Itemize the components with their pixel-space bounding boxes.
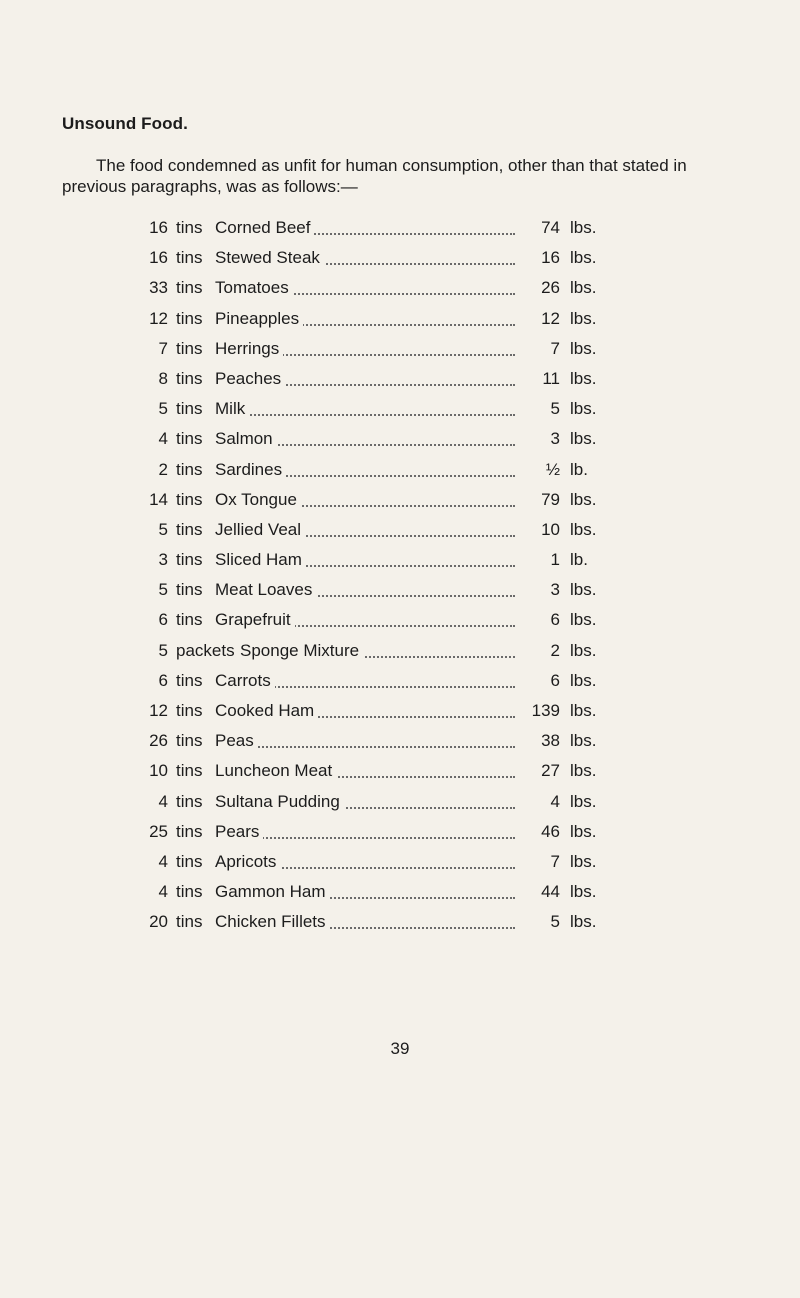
- item-name: Sardines: [215, 460, 286, 479]
- list-item: [0, 394, 800, 424]
- leader-dots: [215, 414, 515, 416]
- item-weight-unit: lbs.: [570, 308, 597, 328]
- item-weight: 16: [541, 248, 560, 268]
- item-name: Sponge Mixture: [240, 641, 363, 660]
- item-weight: 5: [550, 912, 560, 932]
- page-number: 39: [390, 1039, 410, 1058]
- item-name: Milk: [215, 399, 249, 418]
- item-container-unit: tins: [176, 429, 203, 449]
- list-item: [0, 636, 800, 666]
- item-weight: 44: [541, 882, 560, 902]
- item-weight-unit: lbs.: [570, 882, 597, 902]
- item-description: [215, 515, 515, 545]
- list-item: [0, 787, 800, 817]
- item-container-unit: tins: [176, 368, 203, 388]
- item-container-unit: tins: [176, 248, 203, 268]
- item-description: [215, 666, 515, 696]
- item-weight: 3: [550, 580, 560, 600]
- item-weight-unit: lbs.: [570, 278, 597, 298]
- item-name: Jellied Veal: [215, 520, 305, 539]
- item-description: [215, 455, 515, 485]
- item-weight-unit: lb.: [570, 459, 588, 479]
- item-weight-unit: lbs.: [570, 731, 597, 751]
- item-quantity: 5: [158, 640, 168, 660]
- item-description: [215, 847, 515, 877]
- list-item: [0, 545, 800, 575]
- item-description: [215, 394, 515, 424]
- list-item: [0, 273, 800, 303]
- list-item: [0, 485, 800, 515]
- section-heading: Unsound Food.: [62, 114, 188, 133]
- item-description: [215, 877, 515, 907]
- item-quantity: 33: [149, 278, 168, 298]
- item-container-unit: tins: [176, 550, 203, 570]
- item-weight-unit: lbs.: [570, 670, 597, 690]
- item-weight: 46: [541, 821, 560, 841]
- list-item: [0, 666, 800, 696]
- list-item: [0, 334, 800, 364]
- item-description: [215, 485, 515, 515]
- item-weight-unit: lbs.: [570, 489, 597, 509]
- item-container-unit: tins: [176, 670, 203, 690]
- item-container-unit: tins: [176, 791, 203, 811]
- item-container-unit: tins: [176, 610, 203, 630]
- item-weight: 74: [541, 218, 560, 237]
- item-container-unit: tins: [176, 580, 203, 600]
- item-container-unit: packets: [176, 640, 235, 660]
- list-item: [0, 817, 800, 847]
- item-name: Cooked Ham: [215, 701, 318, 720]
- item-name: Apricots: [215, 852, 280, 871]
- item-quantity: 16: [149, 218, 168, 237]
- item-description: [215, 907, 515, 937]
- item-name: Grapefruit: [215, 610, 295, 629]
- item-quantity: 12: [149, 308, 168, 328]
- item-weight: 4: [550, 791, 560, 811]
- item-weight: 1: [550, 550, 560, 570]
- item-weight: 3: [550, 429, 560, 449]
- item-weight-unit: lbs.: [570, 580, 597, 600]
- item-container-unit: tins: [176, 218, 203, 237]
- item-name: Chicken Fillets: [215, 912, 330, 931]
- item-quantity: 16: [149, 248, 168, 268]
- item-name: Peaches: [215, 369, 285, 388]
- item-weight: 10: [541, 519, 560, 539]
- item-container-unit: tins: [176, 912, 203, 932]
- item-container-unit: tins: [176, 338, 203, 358]
- list-item: [0, 364, 800, 394]
- item-name: Ox Tongue: [215, 490, 301, 509]
- item-quantity: 6: [158, 610, 168, 630]
- item-quantity: 3: [158, 550, 168, 570]
- item-quantity: 8: [158, 368, 168, 388]
- item-weight: 139: [531, 701, 560, 720]
- item-container-unit: tins: [176, 761, 203, 781]
- item-description: [215, 364, 515, 394]
- item-description: [215, 243, 515, 273]
- item-weight: 27: [541, 761, 560, 781]
- intro-paragraph: The food condemned as unfit for human consumption, other than that stated in previous paragraphs, was as follows:—: [62, 156, 687, 196]
- item-weight-unit: lbs.: [570, 821, 597, 841]
- item-quantity: 20: [149, 912, 168, 932]
- item-quantity: 4: [158, 851, 168, 871]
- item-weight: ½: [545, 459, 560, 479]
- item-weight: 7: [550, 851, 560, 871]
- item-quantity: 4: [158, 429, 168, 449]
- item-weight-unit: lbs.: [570, 248, 597, 268]
- item-weight-unit: lbs.: [570, 912, 597, 932]
- list-item: [0, 455, 800, 485]
- item-description: [215, 726, 515, 756]
- leader-dots: [215, 746, 515, 748]
- item-name: Sultana Pudding: [215, 792, 344, 811]
- item-weight-unit: lbs.: [570, 851, 597, 871]
- item-description: [215, 213, 515, 243]
- condemned-food-list: [0, 213, 800, 938]
- list-item: [0, 515, 800, 545]
- item-description: [215, 696, 515, 726]
- item-name: Meat Loaves: [215, 580, 316, 599]
- item-quantity: 4: [158, 791, 168, 811]
- item-container-unit: tins: [176, 731, 203, 751]
- item-container-unit: tins: [176, 278, 203, 298]
- item-name: Carrots: [215, 671, 275, 690]
- item-description: [215, 334, 515, 364]
- list-item: [0, 756, 800, 786]
- item-description: [215, 545, 515, 575]
- item-weight: 6: [550, 670, 560, 690]
- item-description: [215, 273, 515, 303]
- item-name: Pears: [215, 822, 263, 841]
- item-quantity: 2: [158, 459, 168, 479]
- list-item: [0, 213, 800, 243]
- item-description: [240, 636, 515, 666]
- item-weight-unit: lbs.: [570, 791, 597, 811]
- item-description: [215, 424, 515, 454]
- list-item: [0, 847, 800, 877]
- list-item: [0, 726, 800, 756]
- item-container-unit: tins: [176, 821, 203, 841]
- item-container-unit: tins: [176, 308, 203, 328]
- item-weight: 11: [542, 368, 560, 388]
- item-weight-unit: lbs.: [570, 640, 597, 660]
- item-quantity: 25: [149, 821, 168, 841]
- item-name: Salmon: [215, 429, 277, 448]
- item-weight-unit: lbs.: [570, 701, 597, 720]
- list-item: [0, 424, 800, 454]
- item-weight: 5: [550, 399, 560, 419]
- item-quantity: 6: [158, 670, 168, 690]
- item-weight: 38: [541, 731, 560, 751]
- item-quantity: 5: [158, 399, 168, 419]
- item-container-unit: tins: [176, 851, 203, 871]
- item-quantity: 5: [158, 519, 168, 539]
- item-quantity: 26: [149, 731, 168, 751]
- item-weight: 26: [541, 278, 560, 298]
- item-weight-unit: lbs.: [570, 368, 597, 388]
- item-name: Gammon Ham: [215, 882, 330, 901]
- item-weight: 7: [550, 338, 560, 358]
- item-description: [215, 575, 515, 605]
- item-description: [215, 605, 515, 635]
- item-weight-unit: lbs.: [570, 761, 597, 781]
- list-item: [0, 696, 800, 726]
- item-name: Pineapples: [215, 309, 303, 328]
- item-description: [215, 756, 515, 786]
- item-weight-unit: lbs.: [570, 338, 597, 358]
- list-item: [0, 304, 800, 334]
- item-weight: 6: [550, 610, 560, 630]
- item-quantity: 4: [158, 882, 168, 902]
- item-weight: 79: [541, 489, 560, 509]
- item-quantity: 10: [149, 761, 168, 781]
- item-name: Tomatoes: [215, 278, 293, 297]
- item-container-unit: tins: [176, 701, 203, 720]
- item-weight-unit: lbs.: [570, 218, 597, 237]
- item-quantity: 14: [149, 489, 168, 509]
- item-name: Luncheon Meat: [215, 761, 336, 780]
- list-item: [0, 575, 800, 605]
- list-item: [0, 907, 800, 937]
- item-name: Sliced Ham: [215, 550, 306, 569]
- item-quantity: 7: [158, 338, 168, 358]
- item-name: Herrings: [215, 339, 283, 358]
- list-item: [0, 243, 800, 273]
- list-item: [0, 877, 800, 907]
- item-container-unit: tins: [176, 882, 203, 902]
- item-container-unit: tins: [176, 519, 203, 539]
- item-weight-unit: lbs.: [570, 610, 597, 630]
- item-container-unit: tins: [176, 489, 203, 509]
- item-weight: 12: [541, 308, 560, 328]
- item-description: [215, 304, 515, 334]
- item-weight: 2: [550, 640, 560, 660]
- list-item: [0, 605, 800, 635]
- item-description: [215, 817, 515, 847]
- item-weight-unit: lbs.: [570, 429, 597, 449]
- item-name: Corned Beef: [215, 218, 314, 237]
- item-container-unit: tins: [176, 399, 203, 419]
- item-description: [215, 787, 515, 817]
- item-name: Peas: [215, 731, 258, 750]
- item-container-unit: tins: [176, 459, 203, 479]
- item-weight-unit: lb.: [570, 550, 588, 570]
- item-quantity: 5: [158, 580, 168, 600]
- item-weight-unit: lbs.: [570, 519, 597, 539]
- item-quantity: 12: [149, 701, 168, 720]
- item-weight-unit: lbs.: [570, 399, 597, 419]
- item-name: Stewed Steak: [215, 248, 324, 267]
